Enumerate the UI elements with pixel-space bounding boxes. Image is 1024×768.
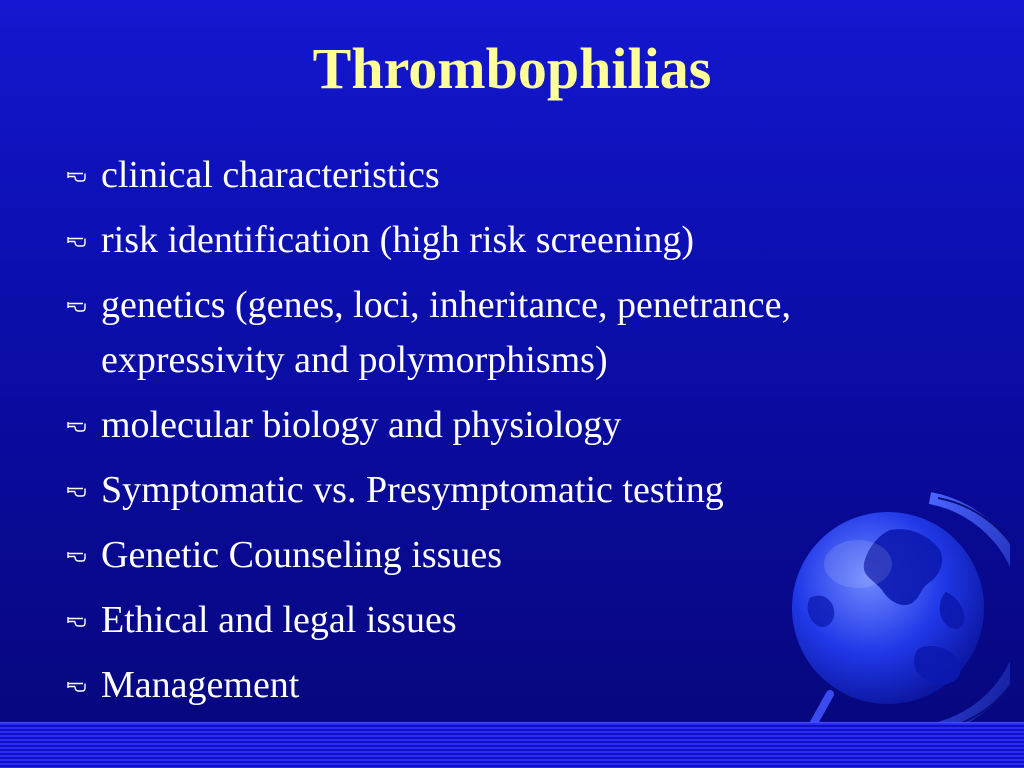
pointing-hand-icon — [66, 609, 90, 629]
pointing-hand-icon — [66, 164, 90, 184]
pointing-hand-icon — [66, 414, 90, 434]
pointing-hand-icon — [66, 479, 90, 499]
bullet-text: clinical characteristics — [101, 154, 440, 196]
list-item — [62, 398, 962, 453]
list-item — [62, 213, 962, 268]
bullet-text: molecular biology and physiology — [101, 404, 622, 446]
bullet-text: genetics (genes, loci, inheritance, penetrance, expressivity and polymorphisms) — [101, 284, 791, 381]
list-item — [62, 278, 962, 388]
slide-title: Thrombophilias — [312, 36, 712, 101]
bullet-text: Management — [101, 664, 300, 706]
bullet-text: risk identification (high risk screening) — [101, 219, 695, 261]
pointing-hand-icon — [66, 294, 90, 314]
footer-bar — [0, 722, 1024, 768]
pointing-hand-icon — [66, 674, 90, 694]
bullet-text: Ethical and legal issues — [101, 599, 457, 641]
bullet-text: Genetic Counseling issues — [101, 534, 503, 576]
list-item — [62, 148, 962, 203]
pointing-hand-icon — [66, 229, 90, 249]
bullet-text: Symptomatic vs. Presymptomatic testing — [101, 469, 724, 511]
pointing-hand-icon — [66, 544, 90, 564]
